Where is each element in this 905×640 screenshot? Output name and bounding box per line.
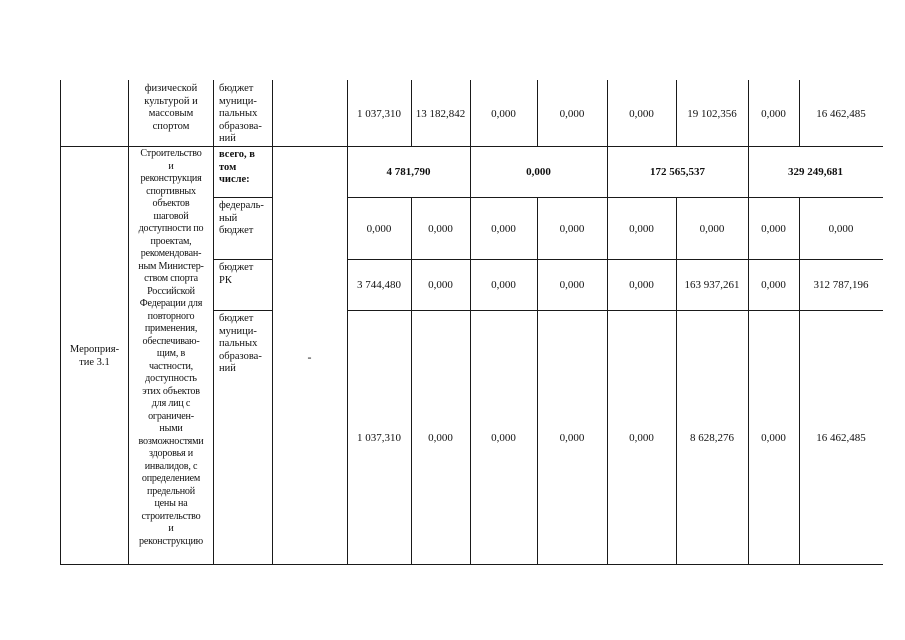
value-cell: 13 182,842: [415, 108, 466, 120]
value-cell: 8 628,276: [690, 432, 734, 444]
col-divider: [748, 80, 749, 565]
table-bottom-border: [60, 564, 883, 565]
value-cell: 0,000: [699, 223, 725, 235]
value-cell: 0,000: [629, 279, 654, 291]
funding-source-municipal: бюджет муници- пальных образова- ний: [219, 313, 262, 375]
total-value-cell: 4 781,790: [386, 166, 431, 178]
value-cell: 0,000: [559, 223, 585, 235]
funding-source-federal: федераль- ный бюджет: [219, 200, 264, 237]
value-cell: 0,000: [629, 108, 654, 120]
row-divider: [213, 310, 272, 311]
col-divider: [347, 80, 348, 565]
value-cell: 0,000: [761, 223, 786, 235]
funding-source-cell: бюджет муници- пальных образова- ний: [219, 83, 262, 145]
value-cell: 0,000: [428, 279, 453, 291]
value-cell: 0,000: [629, 432, 654, 444]
value-cell: 0,000: [828, 223, 854, 235]
col-divider: [470, 80, 471, 565]
row-divider: [213, 197, 272, 198]
value-cell: 0,000: [559, 432, 585, 444]
program-name-cell: физической культурой и массовым спортом: [144, 83, 198, 132]
row-divider: [213, 259, 272, 260]
value-cell: 19 102,356: [687, 108, 737, 120]
value-cell: 16 462,485: [816, 432, 866, 444]
col-divider: [60, 80, 61, 565]
row-divider: [347, 197, 883, 198]
value-cell: 0,000: [559, 279, 585, 291]
event-label: Мероприя- тие 3.1: [69, 344, 120, 368]
col-divider: [213, 80, 214, 565]
col-divider: [272, 80, 273, 565]
value-cell: 0,000: [428, 432, 453, 444]
row-divider: [347, 310, 883, 311]
col-divider: [607, 80, 608, 565]
col-divider: [537, 197, 538, 565]
value-cell: 163 937,261: [684, 279, 740, 291]
value-cell: 0,000: [559, 108, 585, 120]
executor-cell: -: [307, 350, 312, 364]
value-cell: 0,000: [366, 223, 392, 235]
row-divider: [347, 259, 883, 260]
event-description: Строительство и реконструкция спортивных объектов шаговой доступности по проектам, рекомендован- ным Министер- ством спорта Российской Федерации для повторного применения, обеспечиваю- щим, в частности, доступность этих объектов для лиц с ограничен- ными возможностями здоровья и инвалидов, с определением предельной цены на строительство и реконструкцию: [138, 148, 204, 547]
funding-source-total: всего, в том числе:: [219, 149, 255, 186]
value-cell: 0,000: [629, 223, 654, 235]
value-cell: 0,000: [491, 432, 516, 444]
funding-source-rk: бюджет РК: [219, 262, 254, 286]
value-cell: 0,000: [761, 108, 786, 120]
value-cell: 0,000: [761, 279, 786, 291]
total-value-cell: 329 249,681: [788, 166, 843, 178]
row-divider: [60, 146, 883, 147]
col-divider: [676, 197, 677, 565]
value-cell: 16 462,485: [816, 108, 866, 120]
value-cell: 1 037,310: [357, 432, 401, 444]
total-value-cell: 0,000: [526, 166, 551, 178]
value-cell: 0,000: [491, 108, 516, 120]
value-cell: 312 787,196: [813, 279, 869, 291]
value-cell: 0,000: [491, 223, 516, 235]
value-cell: 0,000: [428, 223, 453, 235]
value-cell: 3 744,480: [357, 279, 401, 291]
value-cell: 0,000: [491, 279, 516, 291]
col-divider: [411, 197, 412, 565]
value-cell: 1 037,310: [357, 108, 401, 120]
col-divider: [799, 197, 800, 565]
total-value-cell: 172 565,537: [650, 166, 705, 178]
value-cell: 0,000: [761, 432, 786, 444]
